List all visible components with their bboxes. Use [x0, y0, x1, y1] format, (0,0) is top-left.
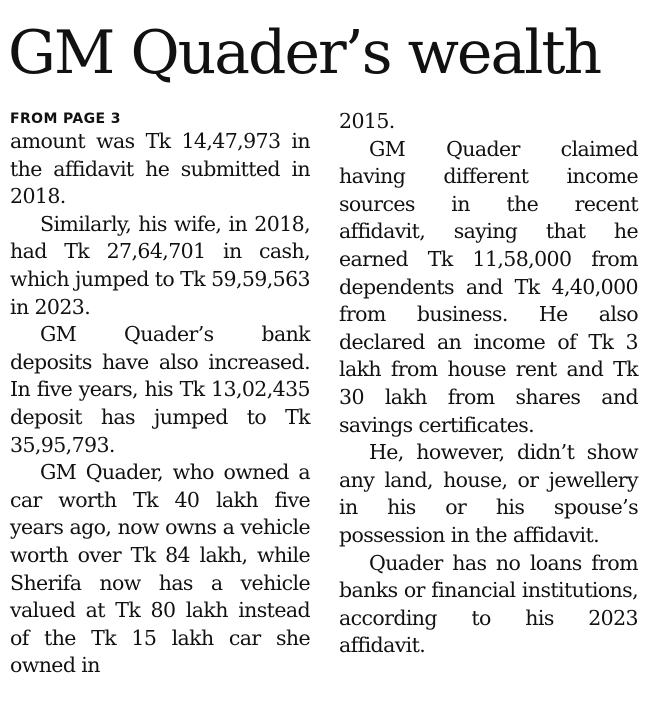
paragraph: GM Quader’s bank deposits have also increased. In five years, his Tk 13,02,435 deposit has jumped to Tk 35,95,793. [10, 322, 310, 457]
paragraph: GM Quader, who owned a car worth Tk 40 lakh five years ago, now owns a vehicle worth over Tk 84 lakh, while Sherifa now has a vehicle valued at Tk 80 lakh instead of the Tk 15 lakh car she owned in [10, 460, 310, 678]
paragraph: 2015. [339, 109, 395, 133]
continuation-kicker: FROM PAGE 3 [10, 111, 121, 127]
article-column-left [10, 108, 310, 680]
paragraph: Similarly, his wife, in 2018, had Tk 27,64,701 in cash, which jumped to Tk 59,59,563 in 2023. [10, 211, 310, 319]
paragraph: amount was Tk 14,47,973 in the affidavit he submitted in 2018. [10, 129, 310, 209]
article-column-right [339, 108, 638, 660]
headline: GM Quader’s wealth [8, 18, 601, 88]
paragraph: Quader has no loans from banks or financial institutions, according to his 2023 affidavit. [339, 550, 638, 658]
paragraph: He, however, didn’t show any land, house, or jewellery in his or his spouse’s possession in the affidavit. [339, 440, 638, 547]
paragraph: GM Quader claimed having different income sources in the recent affidavit, saying that he earned Tk 11,58,000 from dependents and Tk 4,40,000 from business. He also declared an income of Tk 3 lakh from house rent and Tk 30 lakh from shares and savings certificates. [339, 136, 638, 437]
